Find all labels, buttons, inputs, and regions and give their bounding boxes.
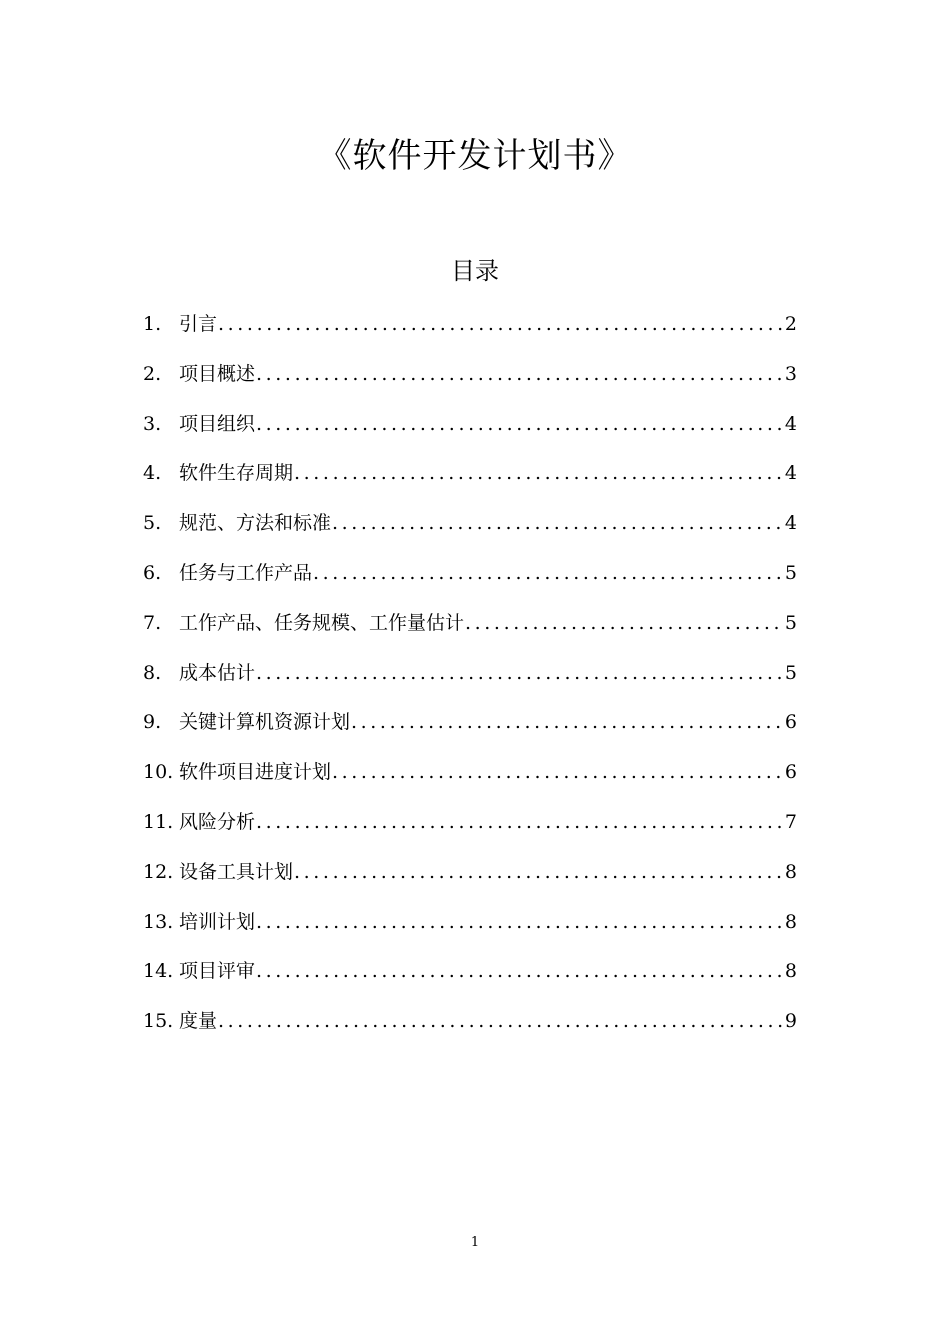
toc-entry-number: 8.: [143, 661, 162, 684]
toc-entry-5[interactable]: [143, 505, 797, 555]
toc-entry-number: 7.: [143, 611, 162, 634]
toc-entry-label: 培训计划: [179, 910, 256, 933]
toc-entry-page: 4: [784, 512, 797, 535]
toc-entry-number: 3.: [143, 412, 162, 435]
toc-entry-6[interactable]: [143, 555, 797, 605]
toc-entry-number: 4.: [143, 462, 162, 485]
toc-entry-page: 3: [784, 362, 797, 385]
toc-entry-page: 8: [784, 960, 797, 983]
toc-entry-label: 软件生存周期: [179, 462, 294, 485]
toc-entry-number: 6.: [143, 561, 162, 584]
toc-entry-label: 设备工具计划: [179, 860, 294, 883]
toc-entry-label: 度量: [179, 1010, 218, 1033]
toc-entry-number: 13.: [143, 910, 174, 933]
toc-entry-page: 5: [784, 661, 797, 684]
toc-heading: 目录: [451, 257, 499, 285]
toc-entry-label: 风险分析: [179, 810, 256, 833]
toc-dot-leader: [256, 356, 783, 392]
toc-entry-number: 5.: [143, 512, 162, 535]
toc-dot-leader: [332, 754, 783, 790]
toc-dot-leader: [351, 704, 783, 740]
toc-dot-leader: [256, 953, 783, 989]
toc-dot-leader: [465, 605, 783, 641]
toc-dot-leader: [313, 555, 783, 591]
document-title: 《软件开发计划书》: [317, 136, 633, 176]
toc-entry-number: 15.: [143, 1010, 174, 1033]
toc-entry-9[interactable]: [143, 704, 797, 754]
toc-entry-label: 成本估计: [179, 661, 256, 684]
toc-entry-number: 9.: [143, 711, 162, 734]
toc-dot-leader: [294, 854, 783, 890]
toc-entry-2[interactable]: [143, 356, 797, 406]
toc-dot-leader: [218, 1003, 783, 1039]
toc-entry-label: 工作产品、任务规模、工作量估计: [179, 611, 465, 634]
toc-entry-page: 2: [784, 313, 797, 335]
toc-entry-1[interactable]: [143, 306, 797, 356]
toc-entry-number: 12.: [143, 860, 174, 883]
toc-entry-11[interactable]: [143, 804, 797, 854]
toc-entry-page: 8: [784, 860, 797, 883]
toc-dot-leader: [256, 406, 783, 442]
toc-dot-leader: [256, 804, 783, 840]
toc-entry-12[interactable]: [143, 854, 797, 904]
toc-entry-page: 9: [784, 1010, 797, 1033]
toc-entry-page: 6: [784, 711, 797, 734]
toc-entry-label: 项目概述: [179, 362, 256, 385]
toc-dot-leader: [332, 505, 783, 541]
toc-entry-15[interactable]: [143, 1003, 797, 1053]
toc-dot-leader: [294, 455, 783, 491]
toc-entry-label: 项目评审: [179, 960, 256, 983]
toc-entry-label: 任务与工作产品: [179, 561, 313, 584]
toc-dot-leader: [256, 655, 783, 691]
toc-entry-label: 软件项目进度计划: [179, 761, 332, 784]
toc-entry-4[interactable]: [143, 455, 797, 505]
page-number: 1: [470, 1235, 480, 1250]
toc-entry-13[interactable]: [143, 904, 797, 954]
toc-entry-number: 14.: [143, 960, 174, 983]
toc-entry-page: 5: [784, 561, 797, 584]
toc-entry-14[interactable]: [143, 953, 797, 1003]
toc-entry-8[interactable]: [143, 655, 797, 705]
toc-entry-number: 1.: [143, 313, 162, 335]
toc-entry-7[interactable]: [143, 605, 797, 655]
toc-entry-label: 关键计算机资源计划: [179, 711, 351, 734]
toc-entry-label: 规范、方法和标准: [179, 512, 332, 535]
toc-entry-page: 7: [784, 810, 797, 833]
toc-entry-number: 10.: [143, 761, 174, 784]
toc-entry-page: 4: [784, 462, 797, 485]
toc-entry-10[interactable]: [143, 754, 797, 804]
toc-entry-number: 11.: [143, 810, 174, 833]
table-of-contents: [143, 306, 797, 1053]
toc-entry-page: 5: [784, 611, 797, 634]
toc-entry-number: 2.: [143, 362, 162, 385]
toc-entry-3[interactable]: [143, 406, 797, 456]
toc-dot-leader: [256, 904, 783, 940]
toc-entry-label: 引言: [179, 313, 218, 335]
toc-entry-page: 8: [784, 910, 797, 933]
toc-dot-leader: [218, 306, 783, 342]
toc-entry-page: 4: [784, 412, 797, 435]
toc-entry-page: 6: [784, 761, 797, 784]
toc-entry-label: 项目组织: [179, 412, 256, 435]
